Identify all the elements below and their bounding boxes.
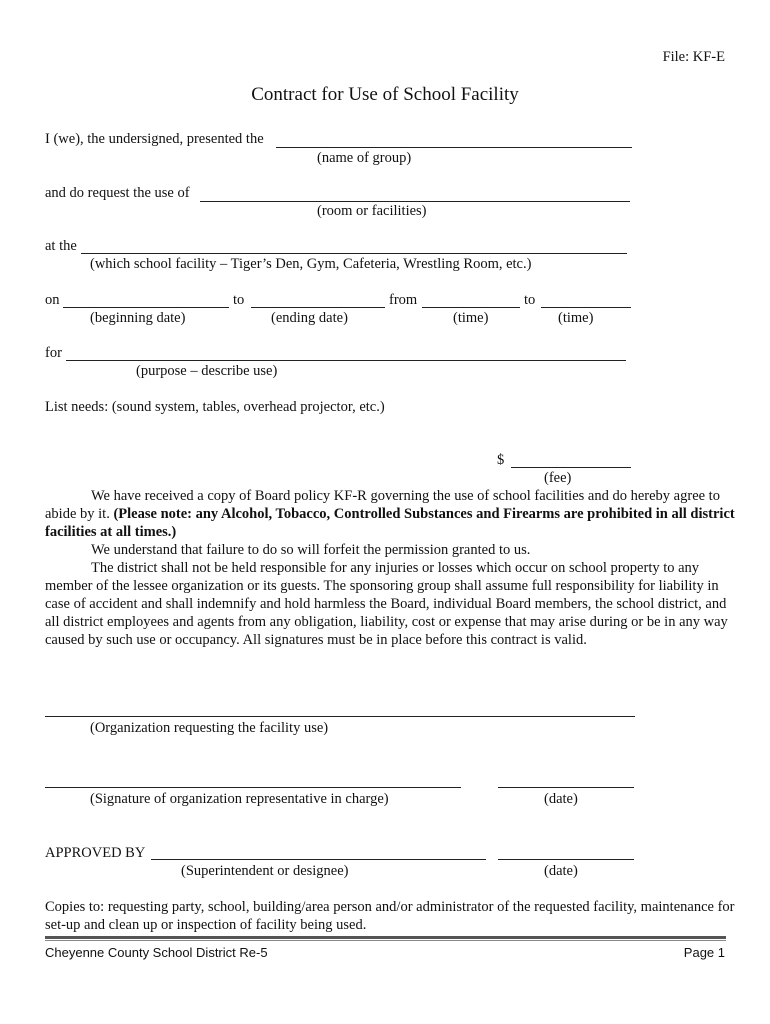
ending-date-caption: (ending date) xyxy=(271,310,348,326)
representative-date-line[interactable] xyxy=(498,787,634,788)
file-reference: File: KF-E xyxy=(662,49,725,65)
terms-p1-bold: (Please note: any Alcohol, Tobacco, Controlled Substances and Firearms are prohibited in all district facilities at all times.) xyxy=(45,506,735,540)
fee-currency: $ xyxy=(497,452,505,468)
needs-label: List needs: (sound system, tables, overhead projector, etc.) xyxy=(45,399,385,415)
approved-date-line[interactable] xyxy=(498,859,634,860)
footer-page-number: Page 1 xyxy=(683,945,725,960)
purpose-line[interactable] xyxy=(66,360,626,361)
to-time-caption: (time) xyxy=(558,310,594,326)
on-label: on xyxy=(45,292,60,308)
fee-caption: (fee) xyxy=(544,470,572,486)
room-label: and do request the use of xyxy=(45,185,190,201)
to-label-2: to xyxy=(524,292,536,308)
facility-caption: (which school facility – Tiger’s Den, Gym, Cafeteria, Wrestling Room, etc.) xyxy=(90,256,532,272)
beginning-date-line[interactable] xyxy=(63,307,229,308)
terms-paragraph-2: We understand that failure to do so will forfeit the permission granted to us. xyxy=(91,542,531,558)
group-label: I (we), the undersigned, presented the xyxy=(45,131,264,147)
representative-caption: (Signature of organization representative in charge) xyxy=(90,791,389,807)
facility-label: at the xyxy=(45,238,77,254)
superintendent-caption: (Superintendent or designee) xyxy=(181,863,349,879)
terms-p1-text: We have received a copy of Board policy KF-R governing the use of school facilities and do hereby agree to abide by it. xyxy=(45,488,720,522)
terms-section xyxy=(45,487,735,649)
facility-line[interactable] xyxy=(81,253,627,254)
room-caption: (room or facilities) xyxy=(317,203,427,219)
footer-rule-thin xyxy=(45,940,726,941)
purpose-label: for xyxy=(45,345,62,361)
document-title: Contract for Use of School Facility xyxy=(251,84,519,105)
date-caption-2: (date) xyxy=(544,863,578,879)
organization-caption: (Organization requesting the facility use) xyxy=(90,720,329,736)
copies-note: Copies to: requesting party, school, building/area person and/or administrator of the requested facility, maintenance for set-up and clean up or inspection of facility being used. xyxy=(45,899,735,933)
representative-signature-line[interactable] xyxy=(45,787,461,788)
group-caption: (name of group) xyxy=(317,150,412,166)
from-time-caption: (time) xyxy=(453,310,489,326)
group-name-line[interactable] xyxy=(276,147,632,148)
terms-paragraph-3: The district shall not be held responsible for any injuries or losses which occur on school property to any member of the lessee organization or its guests. The sponsoring group shall assume full responsibility for liability in case of accident and shall indemnify and hold harmless the Board, individual Board members, the school district, and all district employees and agents from any obligation, liability, cost or expense that may arise during or be in any way caused by such use or occupancy. All signatures must be in place before this contract is valid. xyxy=(45,560,728,648)
purpose-caption: (purpose – describe use) xyxy=(136,363,278,379)
footer-rule xyxy=(45,936,726,939)
from-time-line[interactable] xyxy=(422,307,520,308)
fee-line[interactable] xyxy=(511,467,631,468)
terms-paragraph-1 xyxy=(45,487,735,541)
ending-date-line[interactable] xyxy=(251,307,385,308)
to-time-line[interactable] xyxy=(541,307,631,308)
from-label: from xyxy=(389,292,418,308)
date-caption-1: (date) xyxy=(544,791,578,807)
approved-by-line[interactable] xyxy=(151,859,486,860)
footer-district: Cheyenne County School District Re-5 xyxy=(45,945,268,960)
room-line[interactable] xyxy=(200,201,630,202)
beginning-date-caption: (beginning date) xyxy=(90,310,186,326)
to-label-1: to xyxy=(233,292,245,308)
approved-by-label: APPROVED BY xyxy=(45,845,146,861)
organization-line[interactable] xyxy=(45,716,635,717)
